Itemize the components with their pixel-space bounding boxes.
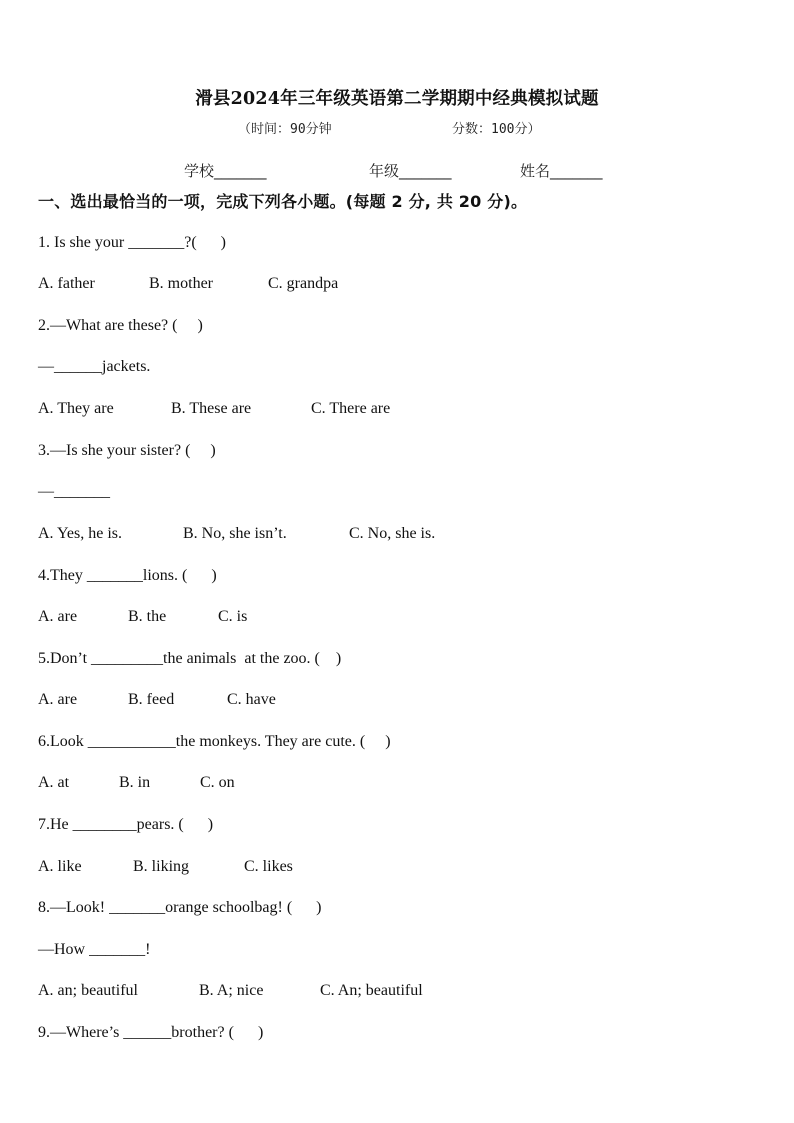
option-b: B. feed — [128, 691, 175, 708]
option-b: B. These are — [171, 400, 252, 417]
question-stem: 7.He ________pears. ( ) — [38, 816, 214, 833]
question-stem: 1. Is she your _______?( ) — [38, 234, 226, 251]
option-c: C. An; beautiful — [320, 982, 423, 999]
page-title: 滑县2024年三年级英语第二学期期中经典模拟试题 — [195, 89, 599, 109]
option-c: C. No, she is. — [349, 525, 436, 542]
question-answer-line: —_______ — [38, 483, 110, 500]
question-stem: 8.—Look! _______orange schoolbag! ( ) — [38, 899, 322, 916]
option-b: B. liking — [133, 858, 190, 875]
option-a: A. They are — [38, 400, 114, 417]
exam-score: 分数：100分） — [452, 122, 541, 137]
question-stem: 2.—What are these? ( ) — [38, 317, 203, 334]
option-a: A. father — [38, 275, 95, 292]
option-a: A. Yes, he is. — [38, 525, 123, 542]
option-c: C. is — [218, 608, 248, 625]
question-stem: 5.Don’t _________the animals at the zoo. ( ) — [38, 650, 342, 667]
option-a: A. are — [38, 608, 78, 625]
option-b: B. mother — [149, 275, 213, 292]
grade-field: 年级_______ — [369, 162, 452, 180]
exam-time: （时间：90分钟 — [238, 122, 332, 137]
section-heading: 一、选出最恰当的一项，完成下列各小题。(每题 2 分, 共 20 分)。 — [38, 192, 528, 211]
question-stem: 9.—Where’s ______brother? ( ) — [38, 1024, 264, 1041]
question-answer-line: —______jackets. — [38, 358, 151, 375]
option-b: B. No, she isn’t. — [183, 525, 287, 542]
option-c: C. grandpa — [268, 275, 339, 292]
option-b: B. the — [128, 608, 167, 625]
option-b: B. in — [119, 774, 151, 791]
option-c: C. There are — [311, 400, 391, 417]
option-a: A. an; beautiful — [38, 982, 138, 999]
question-stem: 3.—Is she your sister? ( ) — [38, 442, 216, 459]
option-b: B. A; nice — [199, 982, 264, 999]
question-stem: 6.Look ___________the monkeys. They are cute. ( ) — [38, 733, 391, 750]
option-c: C. likes — [244, 858, 293, 875]
option-c: C. on — [200, 774, 235, 791]
question-answer-line: —How _______! — [38, 941, 151, 958]
option-a: A. are — [38, 691, 78, 708]
option-a: A. like — [38, 858, 82, 875]
option-c: C. have — [227, 691, 276, 708]
option-a: A. at — [38, 774, 70, 791]
question-stem: 4.They _______lions. ( ) — [38, 567, 217, 584]
school-field: 学校_______ — [184, 162, 267, 180]
name-field: 姓名_______ — [520, 162, 603, 180]
